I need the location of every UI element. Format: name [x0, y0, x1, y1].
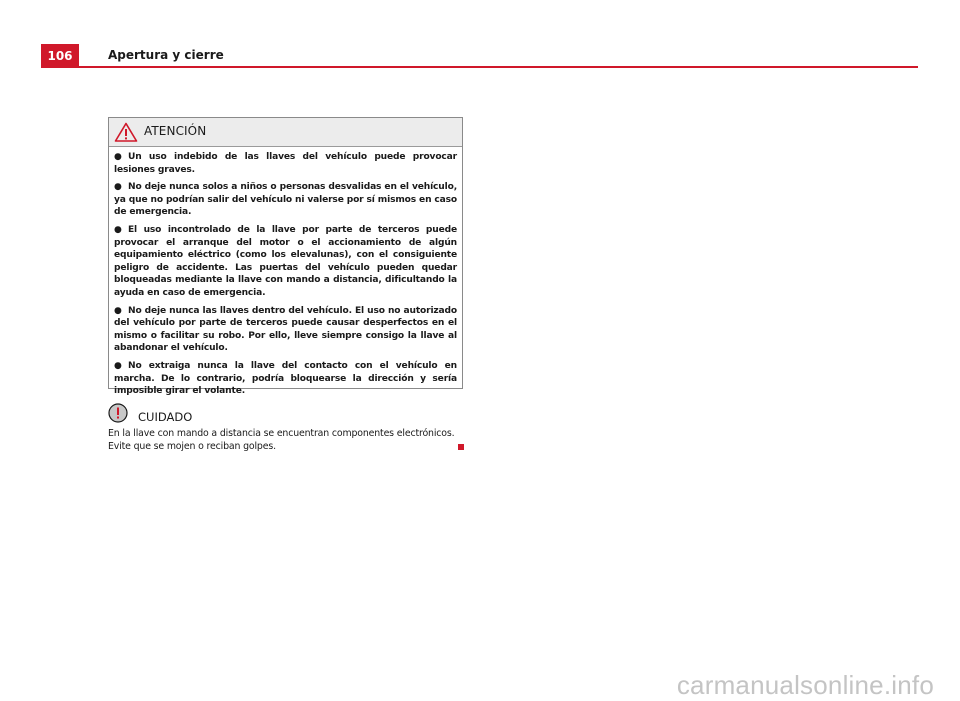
- caution-title: CUIDADO: [138, 410, 193, 424]
- bullet-icon: ●: [114, 305, 122, 316]
- warning-item: ● El uso incontrolado de la llave por parte de terceros puede provocar el arranque del motor o el accionamiento de algún equipamiento eléctrico (como los elevalunas), con el consiguiente peligro de accidente. Las puertas del vehículo pueden quedar bloqueadas mediante la llave con mando a distancia, dificultando la ayuda en caso de emergencia.: [114, 224, 457, 298]
- warning-box: [108, 117, 463, 397]
- page-header: [41, 44, 918, 68]
- warning-triangle-icon: [114, 122, 138, 142]
- bullet-icon: ●: [114, 182, 122, 193]
- warning-item: ● No deje nunca las llaves dentro del vehículo. El uso no autorizado del vehículo por parte de terceros puede causar desperfectos en el mismo o facilitar su robo. Por ello, lleve siempre consigo la llave al abandonar el vehículo.: [114, 305, 457, 354]
- warning-title: ATENCIÓN: [144, 124, 207, 138]
- warning-item: ● Un uso indebido de las llaves del vehículo puede provocar lesiones graves.: [114, 152, 457, 175]
- warning-item: ● No deje nunca solos a niños o personas desvalidas en el vehículo, ya que no podrían salir del vehículo ni valerse por sí mismos en caso de emergencia.: [114, 182, 457, 218]
- warning-list: [114, 151, 457, 403]
- header-divider: [41, 66, 918, 68]
- caution-text: En la llave con mando a distancia se encuentran componentes electrónicos. Evite que se mojen o reciban golpes.: [108, 428, 455, 452]
- section-end-marker: [458, 444, 464, 450]
- bullet-icon: ●: [114, 224, 122, 235]
- bullet-icon: ●: [114, 152, 122, 162]
- caution-exclamation-icon: [108, 403, 128, 423]
- page-number: 106: [41, 44, 79, 68]
- watermark: carmanualsonline.info: [676, 670, 934, 700]
- section-title: Apertura y cierre: [108, 48, 224, 62]
- bullet-icon: ●: [114, 360, 122, 371]
- warning-header: [109, 118, 462, 147]
- warning-item: ● No extraiga nunca la llave del contacto con el vehículo en marcha. De lo contrario, podría bloquearse la dirección y sería imposible girar el volante.: [114, 360, 457, 397]
